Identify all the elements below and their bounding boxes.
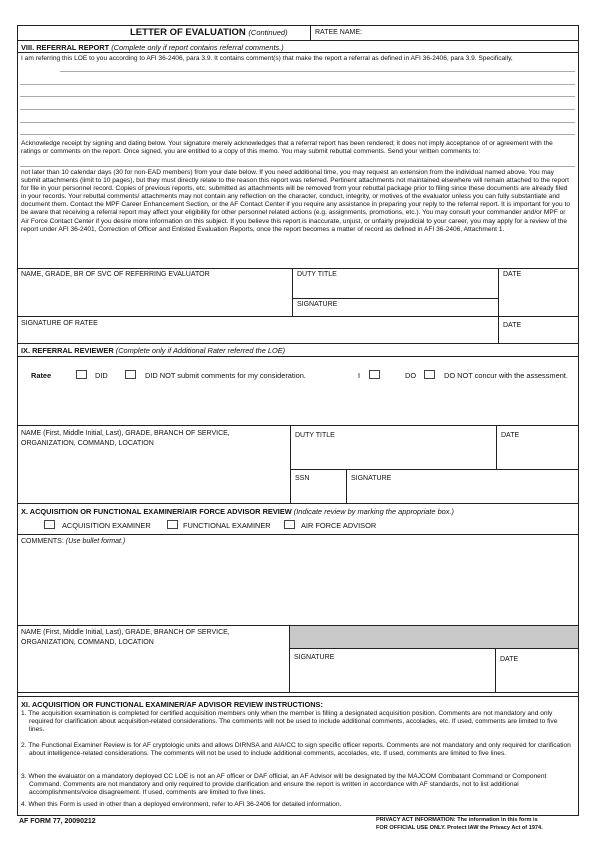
reviewer-ratee-label: Ratee [31, 371, 52, 380]
ratee-signature-label: SIGNATURE OF RATEE [21, 320, 98, 327]
section-10-note: (Indicate review by marking the appropriate box.) [293, 507, 455, 516]
examiner-name-field[interactable] [19, 649, 287, 690]
ratee-date-label: DATE [503, 322, 522, 329]
section-9-heading [21, 346, 285, 355]
acknowledge-text: Acknowledge receipt by signing and dating below. Your signature merely acknowledges that a referral report has been rendered; it does not imply acceptance of or agreement with the ratings or comments on the report. Once signed, you are entitled to a copy of this memo. You may submit rebuttal comments. Send your written comments to: [21, 140, 553, 156]
examiner-date-field[interactable] [497, 666, 576, 690]
section-8-heading [21, 43, 284, 52]
section-9-title: IX. REFERRAL REVIEWER [21, 346, 114, 355]
ratee-signature-field[interactable] [19, 329, 496, 342]
examiner-signature-label: SIGNATURE [294, 654, 335, 661]
privacy-notice-line-2: FOR OFFICIAL USE ONLY. Protect IAW the Privacy Act of 1974. [376, 825, 543, 831]
instruction-item-2: 2. The Functional Examiner Review is for AF cryptologic units and allows DIRNSA and AIA/CC to sign specific officer reports. Comments are not mandatory and only required for clarification about intelligence-related considerations. The comments will not be used to include additional comments, accolades, etc. If used, comments are limited to five lines. [21, 742, 571, 758]
form-title-note: (Continued) [248, 28, 288, 37]
i-label: I [358, 371, 361, 380]
section-9-note: (Complete only if Additional Rater referred the LOE) [115, 346, 286, 355]
reviewer-duty-title-field[interactable] [292, 442, 494, 468]
air-force-advisor-checkbox[interactable] [284, 520, 295, 529]
section-8-note: (Complete only if report contains referral comments.) [111, 43, 284, 52]
do-not-label: DO NOT concur with the assessment. [444, 371, 568, 380]
section-10-title: X. ACQUISITION OR FUNCTIONAL EXAMINER/AIR FORCE ADVISOR REVIEW [21, 507, 292, 516]
examiner-name-label-1: NAME (First, Middle Initial, Last), GRADE, BRANCH OF SERVICE, [21, 629, 230, 636]
form-id: AF FORM 77, 20090212 [19, 818, 96, 825]
instruction-item-4: 4. When this Form is used in other than a deployed environment, refer to AFI 36-2406 for detailed information. [21, 801, 342, 808]
functional-examiner-checkbox[interactable] [167, 520, 178, 529]
ratee-name-field[interactable] [375, 26, 575, 39]
instruction-item-1: 1. The acquisition examination is completed for certified acquisition members only when the member is filling a designated acquisition position. Comments are not mandatory and only required for clarification about acquisition-related considerations. The comments will not be used to include additional comments, accolades, etc. If used, comments are limited to five lines. [21, 710, 558, 734]
examiner-date-label: DATE [500, 656, 519, 663]
referring-evaluator-name-label: NAME, GRADE, BR OF SVC OF REFERRING EVALUATOR [21, 271, 210, 278]
examiner-name-label-2: ORGANIZATION, COMMAND, LOCATION [21, 639, 154, 646]
acquisition-examiner-checkbox[interactable] [44, 520, 55, 529]
referral-instructions-text: not later than 10 calendar days (30 for non-EAD members) from your date below. If you need additional time, you may request an extension from the individual named above. You may submit attachments (limit to 10 pages), but they must directly relate to the reason this report was referred. Pertinent attachments not maintained elsewhere will remain attached to the report for file in your personnel record. Copies of previous reports, etc. submitted as attachments will be removed from your rebuttal package prior to filing since these documents are already filed in your records. Your rebuttal comments/ attachments may not contain any reflection on the character, conduct, integrity, or motives of the evaluator unless you can fully substantiate and document them. Contact the MPF Career Enhancement Section, or the AF Contact Center if you require any assistance in preparing your reply to the referral report. It is important for you to be aware that receiving a referral report may affect your eligibility for other personnel related actions (e.g. assignments, promotions, etc.). You may consult your commander and/or MPF or Air Force Contact Center if you desire more information on this subject. If you believe this report is inaccurate, unjust, or unfairly prejudicial to your career, you may apply for a review of the report under AFI 36-2401, Correction of Officer and Enlisted Evaluation Reports, once the report becomes a matter of record as defined in AFI 36-2406, Attachment 1. [21, 169, 571, 233]
reviewer-signature-field[interactable] [348, 485, 576, 501]
examiner-signature-field[interactable] [291, 664, 493, 690]
referring-signature-label: SIGNATURE [297, 301, 338, 308]
form-title [130, 27, 288, 38]
section-8-title: VIII. REFERRAL REPORT [21, 43, 110, 52]
reviewer-date-label: DATE [501, 432, 520, 439]
comments-note: (Use bullet format.) [65, 538, 126, 545]
functional-examiner-label: FUNCTIONAL EXAMINER [183, 521, 271, 530]
comments-title: COMMENTS: [21, 538, 64, 545]
do-label: DO [405, 371, 417, 380]
do-not-checkbox[interactable] [424, 370, 435, 379]
acquisition-examiner-label: ACQUISITION EXAMINER [62, 521, 151, 530]
reviewer-duty-title-label: DUTY TITLE [295, 432, 335, 439]
reviewer-ssn-label: SSN [295, 475, 310, 482]
reviewer-ssn-field[interactable] [292, 485, 344, 501]
form-title-text: LETTER OF EVALUATION [130, 27, 246, 38]
instruction-item-3: 3. When the evaluator on a mandatory deployed CC LOE is not an AF officer or DAF official, an AF Advisor will be designated by the MAJCOM Combatant Command or Component Command. Comments are not mandatory and only required to provide clarification and ensure the report is written in accordance with AF standards, not to list additional accomplishments/voice disagreement. If used, comments are limited to five lines. [21, 773, 547, 797]
rebuttal-address-field[interactable] [180, 156, 575, 166]
section-10-heading [21, 507, 454, 516]
reviewer-name-label-1: NAME (First, Middle Initial, Last), GRADE, BRANCH OF SERVICE, [21, 430, 230, 437]
did-checkbox[interactable] [76, 370, 87, 379]
referring-evaluator-name-field[interactable] [19, 281, 290, 314]
air-force-advisor-label: AIR FORCE ADVISOR [301, 521, 377, 530]
referral-intro-text: I am referring this LOE to you according to AFI 36-2406, para 3.9. It contains comment(s) that make the report a referral as defined in AFI 36-2406, para 3.9. Specifically, [21, 55, 513, 62]
referring-date-field[interactable] [500, 281, 576, 314]
privacy-notice-line-1: PRIVACY ACT INFORMATION: The information in this form is [376, 817, 538, 823]
comments-label [21, 538, 125, 545]
did-label: DID [95, 371, 108, 380]
section-11-heading: XI. ACQUISITION OR FUNCTIONAL EXAMINER/AF ADVISOR REVIEW INSTRUCTIONS: [21, 700, 323, 709]
ratee-name-label: RATEE NAME: [315, 29, 362, 36]
referring-duty-title-field[interactable] [294, 281, 496, 297]
referral-specifics-field[interactable] [60, 62, 575, 134]
referring-signature-field[interactable] [294, 308, 496, 315]
comments-field[interactable] [19, 548, 576, 623]
reviewer-name-label-2: ORGANIZATION, COMMAND, LOCATION [21, 440, 154, 447]
ratee-date-field[interactable] [500, 331, 576, 342]
reviewer-date-field[interactable] [498, 442, 576, 468]
referring-duty-title-label: DUTY TITLE [297, 271, 337, 278]
shaded-field [290, 626, 578, 648]
did-not-label: DID NOT submit comments for my consideration. [145, 371, 306, 380]
referring-date-label: DATE [503, 271, 522, 278]
do-checkbox[interactable] [369, 370, 380, 379]
reviewer-signature-label: SIGNATURE [351, 475, 392, 482]
did-not-checkbox[interactable] [125, 370, 136, 379]
reviewer-name-field[interactable] [19, 450, 288, 501]
